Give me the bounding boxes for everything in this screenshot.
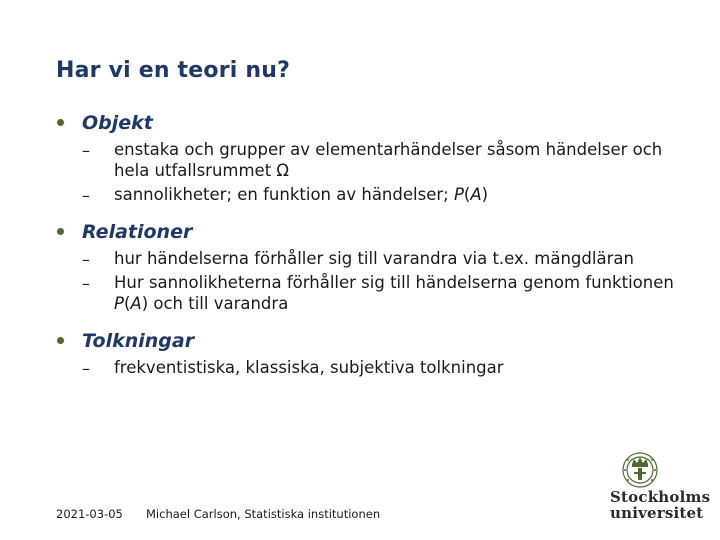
slide-content (56, 110, 676, 384)
bullet-relationer (56, 219, 676, 314)
logo-wordmark-line1: Stockholms (610, 488, 711, 506)
sub-bullet-text: hur händelserna förhåller sig till varandra via t.ex. mängdläran (114, 249, 634, 268)
bullet-heading: Objekt (82, 112, 153, 134)
bullet-dot-icon (57, 228, 64, 235)
dash-icon: – (82, 186, 90, 205)
bullet-objekt (56, 110, 676, 205)
bullet-heading: Tolkningar (82, 330, 195, 352)
bullet-tolkningar (56, 328, 676, 378)
sub-bullet (82, 184, 676, 205)
dash-icon: – (82, 274, 90, 293)
sub-bullet (82, 248, 676, 269)
bullet-dot-icon (57, 119, 64, 126)
dash-icon: – (82, 359, 90, 378)
sub-bullet-text: frekventistiska, klassiska, subjektiva tolkningar (114, 358, 504, 377)
sub-bullet (82, 357, 676, 378)
footer-author: Michael Carlson, Statistiska institutionen (146, 507, 381, 521)
sub-bullet (82, 139, 676, 181)
slide-title: Har vi en teori nu? (56, 58, 291, 83)
sub-bullet-text: enstaka och grupper av elementarhändelser såsom händelser och hela utfallsrummet Ω (114, 140, 663, 180)
logo-wordmark-line2: universitet (610, 504, 704, 522)
sub-bullet (82, 272, 676, 314)
dash-icon: – (82, 141, 90, 160)
dash-icon: – (82, 250, 90, 269)
footer-date: 2021-03-05 (56, 507, 123, 521)
bullet-heading: Relationer (82, 221, 193, 243)
sub-bullet-text: sannolikheter; en funktion av händelser; P(A) (114, 185, 489, 204)
bullet-dot-icon (57, 337, 64, 344)
sub-bullet-text: Hur sannolikheterna förhåller sig till händelserna genom funktionen P(A) och till varandra (114, 273, 674, 313)
